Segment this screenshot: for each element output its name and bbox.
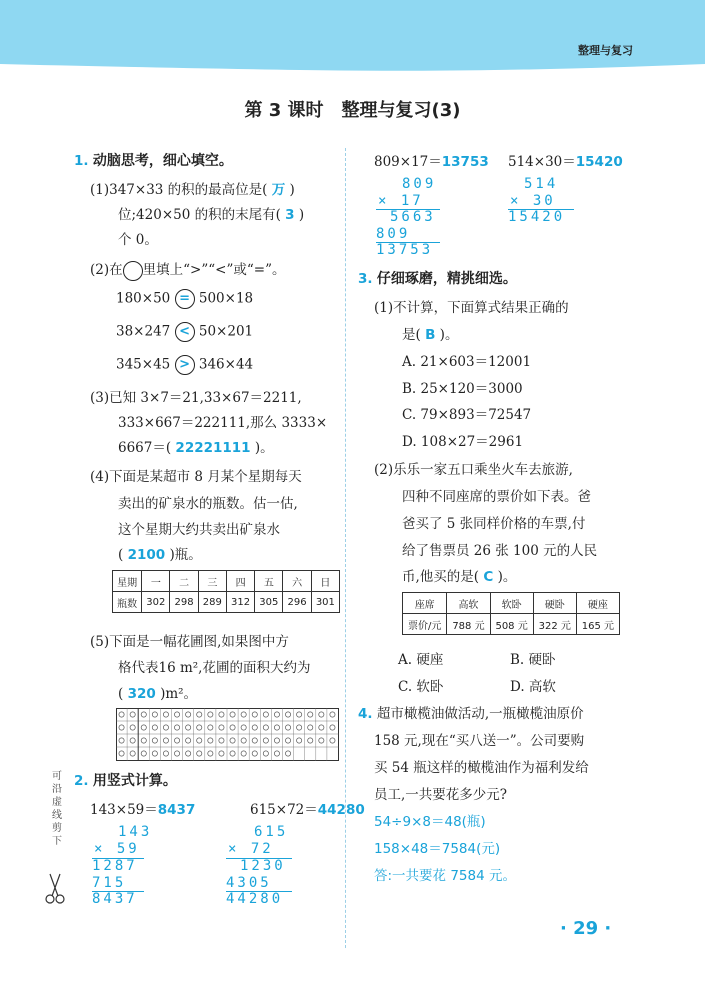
q1-p4-line3: 这个星期大约共卖出矿泉水: [118, 522, 280, 538]
q1-p5-line3: ( 320 )m²。: [118, 686, 198, 702]
q2-number: 2.: [74, 773, 89, 789]
q1-p3-line3: 6667＝( 22221111 )。: [118, 440, 274, 456]
q3-p2-line4: 给了售票员 26 张 100 元的人民: [402, 543, 598, 559]
q2-header: [74, 770, 177, 790]
option: C. 软卧: [398, 679, 444, 695]
q4-line4: 员工,一共要花多少元?: [374, 787, 508, 803]
q4-line2: 158 元,现在“买八送一”。公司要购: [374, 733, 585, 749]
calc-row: 143: [118, 824, 153, 840]
q1-p1-line1: (1)347×33 的积的最高位是( 万 ): [90, 182, 295, 198]
scissors-icon: [44, 872, 66, 906]
q1-p4-line1: (4)下面是某超市 8 月某个星期每天: [90, 469, 302, 485]
q1-p2-line1: (2)在 里填上“>”“<”或“=”。: [90, 258, 285, 281]
calc-row: 4305: [226, 875, 272, 891]
calc-row: 8437: [92, 891, 138, 907]
option: B. 25×120＝3000: [402, 381, 523, 397]
q1-p4-line2: 卖出的矿泉水的瓶数。估一估,: [118, 496, 298, 512]
answer: 22221111: [175, 440, 251, 456]
q3-header: [358, 268, 517, 288]
answer: 320: [127, 686, 156, 702]
page-title: 第 3 课时 整理与复习(3): [244, 100, 461, 121]
table-row: 票价/元 788 元 508 元 322 元 165 元: [403, 614, 620, 635]
option: D. 高软: [510, 679, 556, 695]
calc-row: 715: [92, 875, 127, 891]
solution-line: 158×48＝7584(元): [374, 841, 501, 857]
q1-p1-line2: 位;420×50 的积的末尾有( 3 ): [118, 207, 305, 223]
q2-title: 用竖式计算。: [92, 773, 177, 789]
answer: 44280: [317, 802, 365, 818]
page-number: · 29 ·: [560, 918, 612, 939]
option: B. 硬卧: [510, 652, 556, 668]
table-row: 座席 高软 软卧 硬卧 硬座: [403, 593, 620, 614]
answer: B: [425, 327, 436, 343]
q1-title: 动脑思考，细心填空。: [92, 153, 233, 169]
calc-row: 809: [402, 176, 437, 192]
answer: 13753: [441, 154, 489, 170]
compare-row: 180×50 = 500×18: [116, 289, 253, 309]
answer: C: [483, 569, 494, 585]
option: D. 108×27＝2961: [402, 434, 524, 450]
calc-row: × 30: [510, 193, 556, 209]
calc-row: 5663: [390, 209, 436, 225]
q3-p2-line3: 爸买了 5 张同样价格的车票,付: [402, 516, 586, 532]
answer: 2100: [127, 547, 166, 563]
q4-line1: 4. 超市橄榄油做活动,一瓶橄榄油原价: [358, 706, 584, 722]
calc-row: 809: [376, 226, 411, 242]
option: A. 21×603＝12001: [402, 354, 532, 370]
compare-answer: <: [175, 322, 195, 342]
calc-row: 1230: [240, 858, 286, 874]
q3-p2-line5: 币,他买的是( C )。: [402, 569, 517, 585]
compare-row: 345×45 > 346×44: [116, 355, 253, 375]
circle-blank: [123, 261, 143, 281]
q3-number: 3.: [358, 271, 373, 287]
q1-p3-line1: (3)已知 3×7＝21,33×67＝2211,: [90, 390, 302, 406]
solution-line: 答:一共要花 7584 元。: [374, 868, 516, 884]
q3-p2-line1: (2)乐乐一家五口乘坐火车去旅游,: [374, 462, 573, 478]
calc-row: × 72: [228, 841, 274, 857]
q1-number: 1.: [74, 153, 89, 169]
header-band: [0, 0, 705, 78]
calc-expression: 143×59＝8437: [90, 802, 196, 818]
calc-row: 13753: [376, 242, 434, 258]
calc-row: × 59: [94, 841, 140, 857]
calc-row: 15420: [508, 209, 566, 225]
q3-p2-line2: 四种不同座席的票价如下表。爸: [402, 489, 591, 505]
q3-title: 仔细琢磨，精挑细选。: [376, 271, 517, 287]
calc-row: 514: [524, 176, 559, 192]
q3-p1-line1: (1)不计算，下面算式结果正确的: [374, 300, 569, 316]
compare-row: 38×247 < 50×201: [116, 322, 253, 342]
answer: 3: [285, 207, 295, 223]
water-table: [112, 570, 340, 613]
q1-header: [74, 150, 233, 170]
compare-answer: =: [175, 289, 195, 309]
q1-p1-line3: 个 0。: [118, 232, 158, 248]
ticket-table: [402, 592, 620, 635]
q4-number: 4.: [358, 706, 373, 722]
section-label: 整理与复习: [578, 44, 633, 57]
cut-line-note: 可沿虚线剪下: [52, 771, 62, 847]
q1-p3-line2: 333×667＝222111,那么 3333×: [118, 415, 328, 431]
answer: 万: [271, 182, 286, 198]
calc-row: 44280: [226, 891, 284, 907]
q1-p5-line2: 格代表16 m²,花圃的面积大约为: [118, 660, 311, 676]
table-row: 星期 一 二 三 四 五 六 日: [113, 571, 340, 592]
option: A. 硬座: [398, 652, 444, 668]
answer: 15420: [575, 154, 623, 170]
option: C. 79×893＝72547: [402, 407, 532, 423]
flower-bed-grid: [116, 708, 340, 762]
calc-row: 615: [254, 824, 289, 840]
calc-expression: 514×30＝15420: [508, 154, 623, 170]
q1-p4-line4: ( 2100 )瓶。: [118, 547, 202, 563]
calc-expression: 809×17＝13753: [374, 154, 489, 170]
q1-p5-line1: (5)下面是一幅花圃图,如果图中方: [90, 634, 289, 650]
answer: 8437: [157, 802, 196, 818]
column-divider: [345, 148, 346, 948]
table-row: 瓶数 302 298 289 312 305 296 301: [113, 592, 340, 613]
q3-p1-line2: 是( B )。: [402, 327, 459, 343]
calc-expression: 615×72＝44280: [250, 802, 365, 818]
calc-row: × 17: [378, 193, 424, 209]
calc-row: 1287: [92, 858, 138, 874]
solution-line: 54÷9×8＝48(瓶): [374, 814, 486, 830]
q4-line3: 买 54 瓶这样的橄榄油作为福利发给: [374, 760, 589, 776]
compare-answer: >: [175, 355, 195, 375]
